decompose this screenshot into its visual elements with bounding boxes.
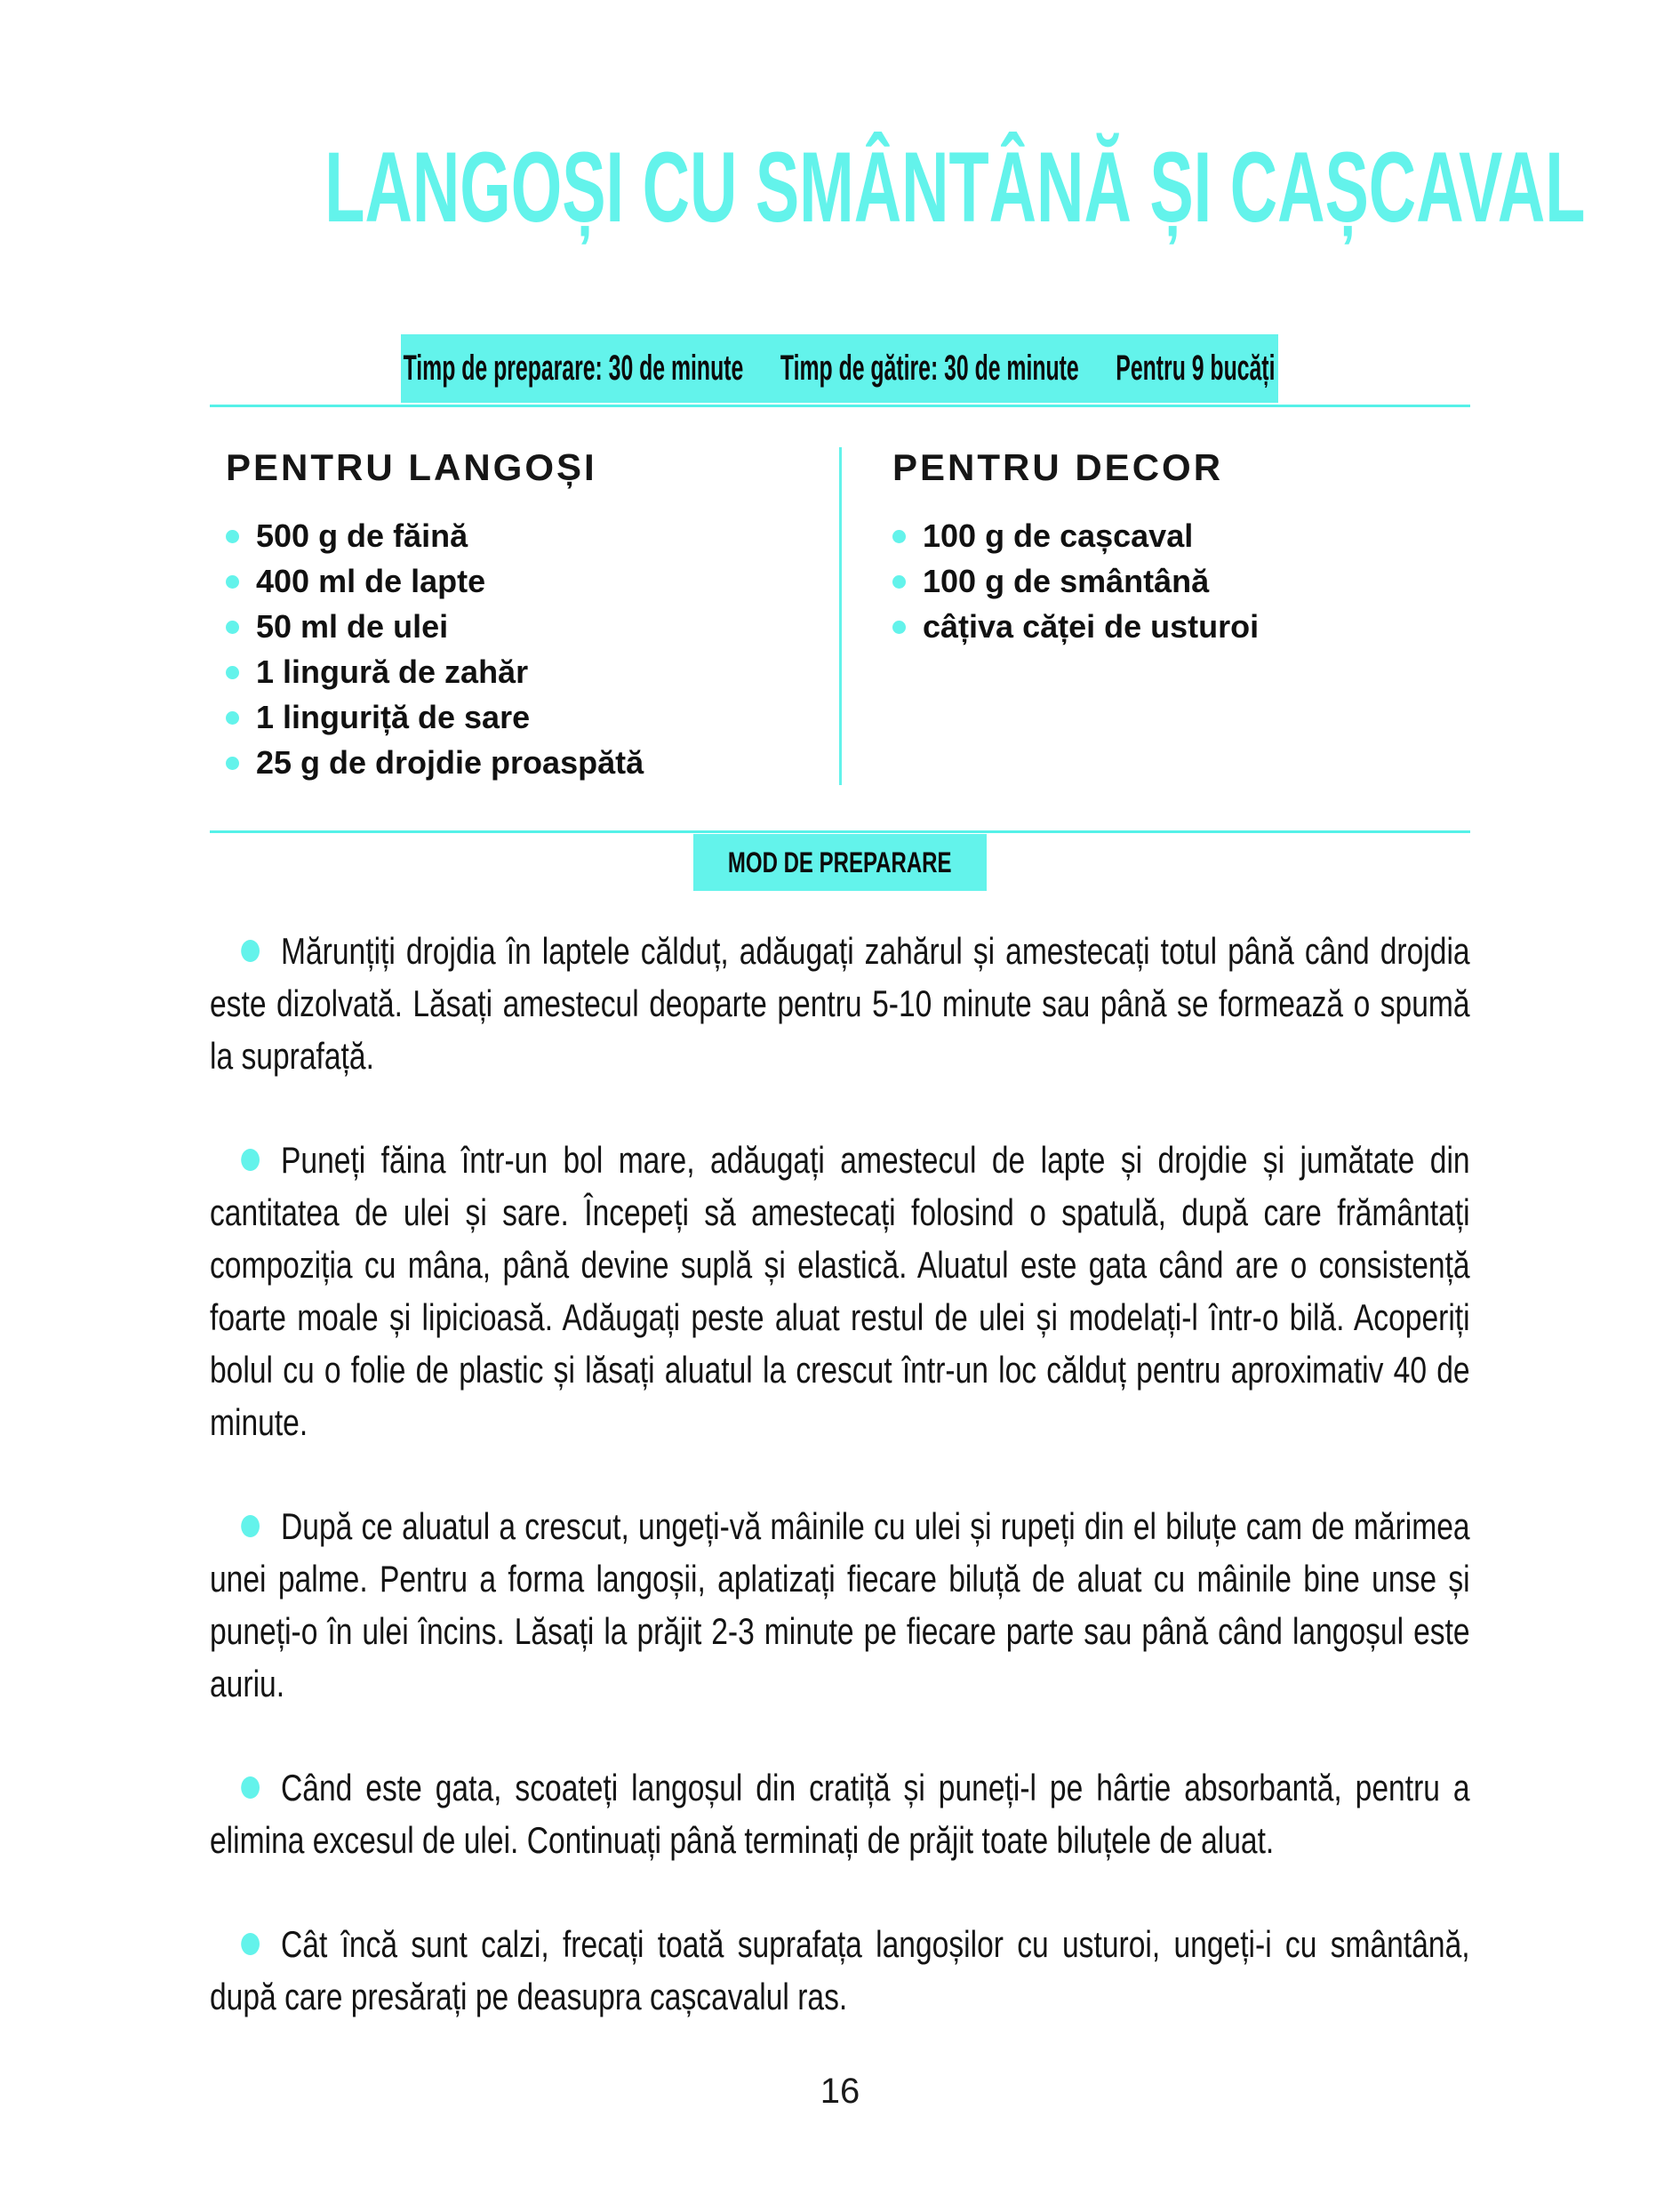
prep-time-label: Timp de preparare: 30 de minute bbox=[404, 349, 744, 388]
bullet-icon bbox=[241, 1933, 260, 1955]
method-step bbox=[210, 1500, 1470, 1710]
bullet-icon bbox=[226, 666, 239, 679]
bullet-icon bbox=[241, 940, 260, 962]
bullet-icon bbox=[226, 575, 239, 589]
method-step bbox=[210, 925, 1470, 1082]
method-heading-text: MOD DE PREPARARE bbox=[728, 846, 952, 878]
ingredient-item bbox=[892, 513, 1461, 558]
ingredient-text: 400 ml de lapte bbox=[256, 563, 486, 599]
cook-time-label: Timp de gătire: 30 de minute bbox=[780, 349, 1080, 388]
column-divider-line bbox=[839, 447, 842, 785]
ingredients-column-decor bbox=[892, 446, 1461, 649]
bullet-icon bbox=[226, 530, 239, 543]
ingredient-text: 50 ml de ulei bbox=[256, 608, 449, 645]
ingredients-heading-decor: PENTRU DECOR bbox=[892, 446, 1224, 488]
recipe-info-bar-content bbox=[404, 349, 1276, 389]
ingredient-item bbox=[892, 604, 1461, 649]
method-step bbox=[210, 1134, 1470, 1448]
ingredient-text: 1 linguriță de sare bbox=[256, 699, 531, 735]
ingredient-item bbox=[226, 558, 812, 604]
bullet-icon bbox=[241, 1515, 260, 1537]
ingredient-item bbox=[226, 513, 812, 558]
separator-line-method bbox=[210, 830, 1470, 833]
page-title-text: LANGOȘI CU SMÂNTÂNĂ ȘI CAȘCAVAL bbox=[324, 132, 1586, 243]
ingredient-text: 100 g de cașcaval bbox=[923, 517, 1194, 554]
ingredients-section bbox=[210, 446, 1470, 822]
bullet-icon bbox=[226, 757, 239, 770]
ingredients-column-langosi bbox=[226, 446, 812, 785]
step-text: Când este gata, scoateți langoșul din cratiță și puneți-l pe hârtie absorbantă, pentru a elimina excesul de ulei. Continuați până terminați de prăjit toate biluțele de aluat. bbox=[210, 1767, 1470, 1861]
method-step bbox=[210, 1918, 1470, 2023]
ingredient-text: 25 g de drojdie proaspătă bbox=[256, 744, 644, 781]
ingredient-item bbox=[226, 740, 812, 785]
bullet-icon bbox=[892, 530, 906, 543]
bullet-icon bbox=[226, 711, 239, 725]
ingredient-item bbox=[226, 694, 812, 740]
ingredient-text: 100 g de smântână bbox=[923, 563, 1210, 599]
step-text: După ce aluatul a crescut, ungeți-vă mâinile cu ulei și rupeți din el biluțe cam de mărimea unei palme. Pentru a forma langoșii, aplatizați fiecare biluță de aluat cu mâinile bine unse și puneți-o în ulei încins. Lăsați la prăjit 2-3 minute pe fiecare parte sau până când langoșul este auriu. bbox=[210, 1505, 1470, 1704]
method-steps bbox=[210, 925, 1470, 2074]
separator-line-top bbox=[210, 405, 1470, 407]
ingredient-item bbox=[226, 604, 812, 649]
ingredient-text: 500 g de făină bbox=[256, 517, 468, 554]
bullet-icon bbox=[241, 1149, 260, 1171]
bullet-icon bbox=[226, 621, 239, 634]
bullet-icon bbox=[892, 621, 906, 634]
page-title bbox=[0, 132, 1680, 243]
step-text: Cât încă sunt calzi, frecați toată suprafața langoșilor cu usturoi, ungeți-i cu smântână, după care presărați pe deasupra cașcavalul ras. bbox=[210, 1923, 1470, 2017]
yield-label: Pentru 9 bucăți bbox=[1116, 349, 1276, 388]
ingredient-item bbox=[226, 649, 812, 694]
recipe-info-bar bbox=[401, 334, 1278, 403]
step-text: Puneți făina într-un bol mare, adăugați amestecul de lapte și drojdie și jumătate din cantitatea de ulei și sare. Începeți să amestecați folosind o spatulă, după care frământați compoziția cu mâna, până devine suplă și elastică. Aluatul este gata când are o consistență foarte moale și lipicioasă. Adăugați peste aluat restul de ulei și modelați-l într-o bilă. Acoperiți bolul cu o folie de plastic și lăsați aluatul la crescut într-un loc călduț pentru aproximativ 40 de minute. bbox=[210, 1139, 1470, 1443]
method-heading-box bbox=[693, 834, 987, 891]
page-number: 16 bbox=[820, 2072, 860, 2111]
bullet-icon bbox=[241, 1776, 260, 1799]
ingredient-text: câțiva căței de usturoi bbox=[923, 608, 1260, 645]
bullet-icon bbox=[892, 575, 906, 589]
ingredients-heading-langosi: PENTRU LANGOȘI bbox=[226, 446, 597, 488]
ingredient-item bbox=[892, 558, 1461, 604]
method-step bbox=[210, 1761, 1470, 1866]
ingredient-text: 1 lingură de zahăr bbox=[256, 653, 529, 690]
step-text: Mărunțiți drojdia în laptele călduț, adăugați zahărul și amestecați totul până când drojdia este dizolvată. Lăsați amestecul deoparte pentru 5-10 minute sau până se formează o spumă la suprafață. bbox=[210, 930, 1470, 1077]
